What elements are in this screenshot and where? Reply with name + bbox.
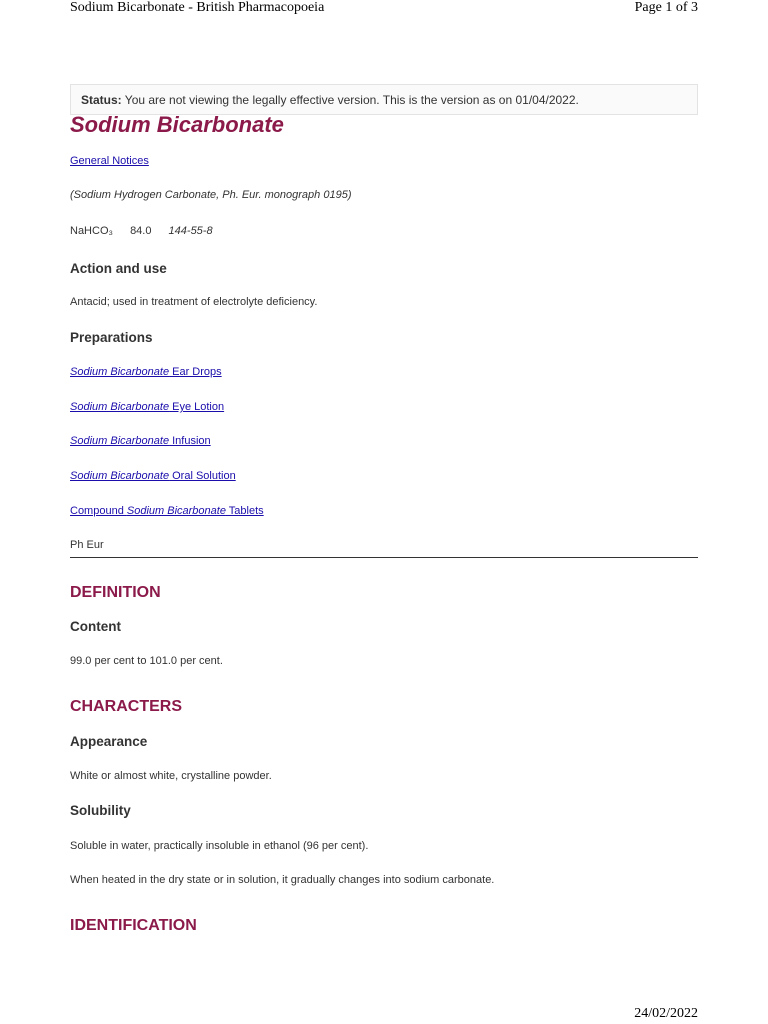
definition-heading: DEFINITION	[70, 584, 161, 601]
identification-heading: IDENTIFICATION	[70, 917, 197, 934]
characters-heading: CHARACTERS	[70, 698, 182, 715]
preparation-link[interactable]: Sodium Bicarbonate Oral Solution	[70, 470, 236, 482]
content-text: 99.0 per cent to 101.0 per cent.	[70, 655, 223, 667]
status-text: You are not viewing the legally effective version. This is the version as on 01/04/2022.	[124, 93, 579, 107]
preparations-heading: Preparations	[70, 330, 153, 345]
preparation-link[interactable]: Sodium Bicarbonate Infusion	[70, 435, 211, 447]
formula-line	[70, 225, 227, 237]
general-notices-link[interactable]: General Notices	[70, 155, 149, 167]
appearance-heading: Appearance	[70, 734, 148, 749]
page-title: Sodium Bicarbonate	[70, 112, 284, 137]
preparation-link[interactable]: Sodium Bicarbonate Ear Drops	[70, 366, 222, 378]
heating-text: When heated in the dry state or in solution, it gradually changes into sodium carbonate.	[70, 874, 495, 886]
section-divider	[70, 557, 698, 558]
document-title: Sodium Bicarbonate - British Pharmacopoeia	[70, 0, 325, 15]
print-date: 24/02/2022	[634, 1006, 698, 1021]
print-header	[70, 0, 698, 18]
action-and-use-heading: Action and use	[70, 261, 167, 276]
action-and-use-text: Antacid; used in treatment of electrolyte deficiency.	[70, 296, 318, 308]
status-label: Status:	[81, 93, 122, 107]
appearance-text: White or almost white, crystalline powder.	[70, 770, 272, 782]
solubility-heading: Solubility	[70, 803, 131, 818]
status-banner	[70, 84, 698, 115]
synonym-text: (Sodium Hydrogen Carbonate, Ph. Eur. monograph 0195)	[70, 189, 352, 201]
ph-eur-marker: Ph Eur	[70, 539, 104, 551]
molecular-weight: 84.0	[130, 225, 152, 237]
preparation-link[interactable]: Compound Sodium Bicarbonate Tablets	[70, 505, 264, 517]
content-heading: Content	[70, 619, 121, 634]
solubility-text: Soluble in water, practically insoluble in ethanol (96 per cent).	[70, 840, 369, 852]
cas-number: 144-55-8	[168, 225, 213, 237]
print-footer	[70, 1006, 698, 1022]
monograph-content	[70, 84, 698, 934]
page-indicator: Page 1 of 3	[634, 0, 698, 15]
molecular-formula: NaHCO₃	[70, 225, 113, 237]
preparation-link[interactable]: Sodium Bicarbonate Eye Lotion	[70, 401, 225, 413]
